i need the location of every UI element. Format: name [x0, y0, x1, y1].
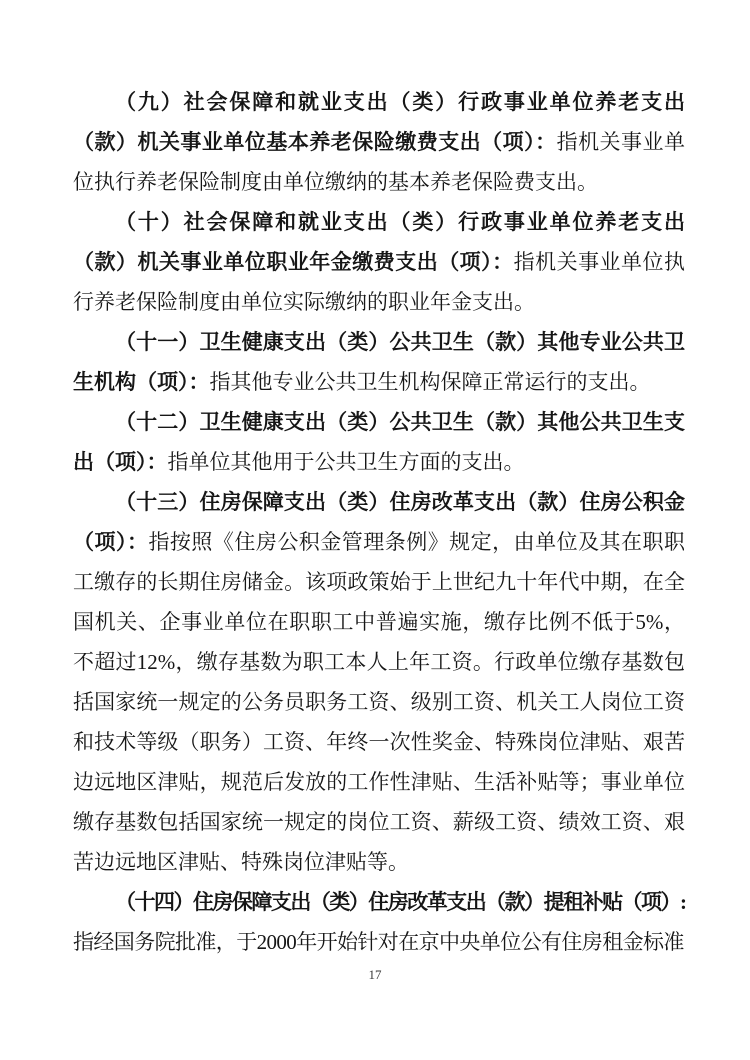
paragraph-14-heading: （十四）住房保障支出（类）住房改革支出（款）提租补贴（项）: — [115, 890, 685, 914]
paragraph-11-body: 指其他专业公共卫生机构保障正常运行的支出。 — [209, 370, 651, 394]
paragraph-12 — [73, 402, 685, 482]
paragraph-13-heading: （十三）住房保障支出（类）住房改革支出（款）住房公积金（项）： — [73, 490, 685, 554]
paragraph-13 — [73, 482, 685, 882]
page-content — [73, 82, 685, 962]
paragraph-12-heading: （十二）卫生健康支出（类）公共卫生（款）其他公共卫生支出（项）： — [73, 410, 685, 474]
paragraph-11 — [73, 322, 685, 402]
paragraph-14 — [73, 882, 685, 962]
paragraph-13-body: 指按照《住房公积金管理条例》规定，由单位及其在职职工缴存的长期住房储金。该项政策始于上世纪九十年代中期，在全国机关、企事业单位在职职工中普遍实施，缴存比例不低于5%，不超过12%，缴存基数为职工本人上年工资。行政单位缴存基数包括国家统一规定的公务员职务工资、级别工资、机关工人岗位工资和技术等级（职务）工资、年终一次性奖金、特殊岗位津贴、艰苦边远地区津贴，规范后发放的工作性津贴、生活补贴等；事业单位缴存基数包括国家统一规定的岗位工资、薪级工资、绩效工资、艰苦边远地区津贴、特殊岗位津贴等。 — [73, 530, 686, 874]
paragraph-14-body: 指经国务院批准，于2000年开始针对在京中央单位公有住房租金标准 — [73, 930, 684, 954]
paragraph-9-body: 指机关事业单位执行养老保险制度由单位缴纳的基本养老保险费支出。 — [73, 130, 686, 194]
paragraph-9 — [73, 82, 685, 202]
paragraph-9-heading: （九）社会保障和就业支出（类）行政事业单位养老支出（款）机关事业单位基本养老保险缴费支出（项）： — [73, 90, 685, 154]
paragraph-10-heading: （十）社会保障和就业支出（类）行政事业单位养老支出（款）机关事业单位职业年金缴费支出（项）： — [73, 210, 685, 274]
paragraph-11-heading: （十一）卫生健康支出（类）公共卫生（款）其他专业公共卫生机构（项）： — [73, 330, 685, 394]
paragraph-12-body: 指单位其他用于公共卫生方面的支出。 — [167, 450, 525, 474]
paragraph-10 — [73, 202, 685, 322]
paragraph-10-body: 指机关事业单位执行养老保险制度由单位实际缴纳的职业年金支出。 — [73, 250, 685, 314]
page-number: 17 — [368, 967, 382, 982]
